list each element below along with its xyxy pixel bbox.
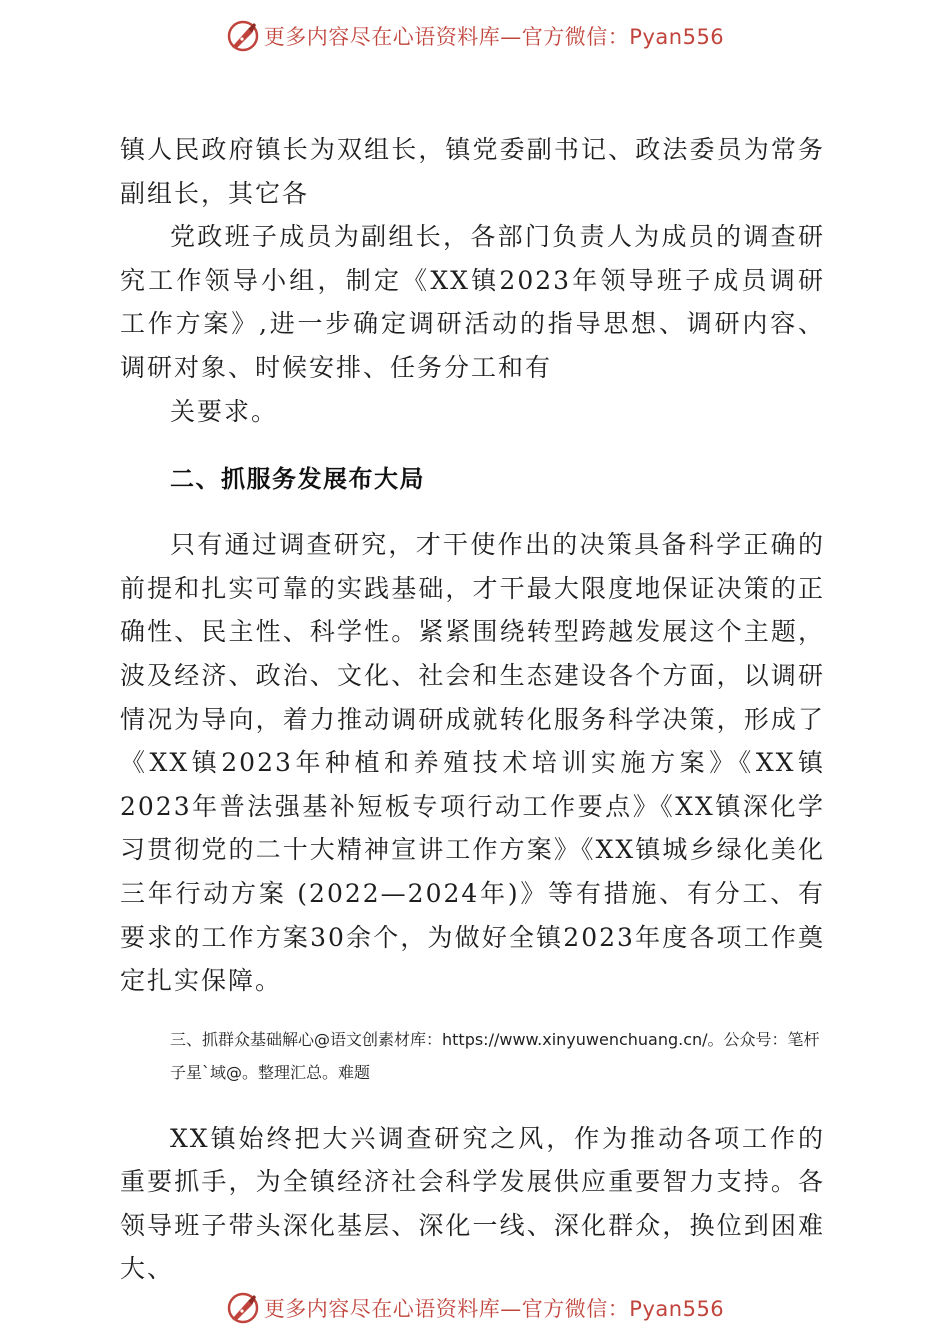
pen-nib-logo-icon	[226, 19, 260, 53]
section-3-body: XX镇始终把大兴调查研究之风，作为推动各项工作的重要抓手，为全镇经济社会科学发展供应重要智力支持。各领导班子带头深化基层、深化一线、深化群众，换位到困难大、	[120, 1123, 825, 1284]
paragraph-2: 党政班子成员为副组长，各部门负责人为成员的调查研究工作领导小组，制定《XX镇2023年领导班子成员调研工作方案》,进一步确定调研活动的指导思想、调研内容、调研对象、时候安排、任务分工和有	[120, 222, 825, 382]
footer-banner-text: 更多内容尽在心语资料库—官方微信：Pyan556	[263, 1297, 725, 1321]
section-3-note: 三、抓群众基础解心@语文创素材库：https://www.xinyuwenchuang.cn/。公众号：笔杆子星`域@。整理汇总。难题	[170, 1029, 820, 1082]
header-banner	[0, 14, 950, 58]
paragraph-3: 关要求。	[170, 396, 279, 426]
document-body	[120, 128, 825, 1291]
header-banner-text: 更多内容尽在心语资料库—官方微信：Pyan556	[263, 25, 725, 49]
footer-banner	[0, 1286, 950, 1330]
pen-nib-logo-icon	[226, 1291, 260, 1325]
section-2-body: 只有通过调查研究，才干使作出的决策具备科学正确的前提和扎实可靠的实践基础，才干最大限度地保证决策的正确性、民主性、科学性。紧紧围绕转型跨越发展这个主题，波及经济、政治、文化、社会和生态建设各个方面，以调研情况为导向，着力推动调研成就转化服务科学决策，形成了《XX镇2023年种植和养殖技术培训实施方案》《XX镇2023年普法强基补短板专项行动工作要点》《XX镇深化学习贯彻党的二十大精神宣讲工作方案》《XX镇城乡绿化美化三年行动方案 (2022—2024年)》等有措施、有分工、有要求的工作方案30余个，为做好全镇2023年度各项工作奠定扎实保障。	[120, 530, 825, 996]
paragraph-1: 镇人民政府镇长为双组长，镇党委副书记、政法委员为常务副组长，其它各	[120, 135, 825, 208]
section-2-heading: 二、抓服务发展布大局	[170, 465, 425, 494]
